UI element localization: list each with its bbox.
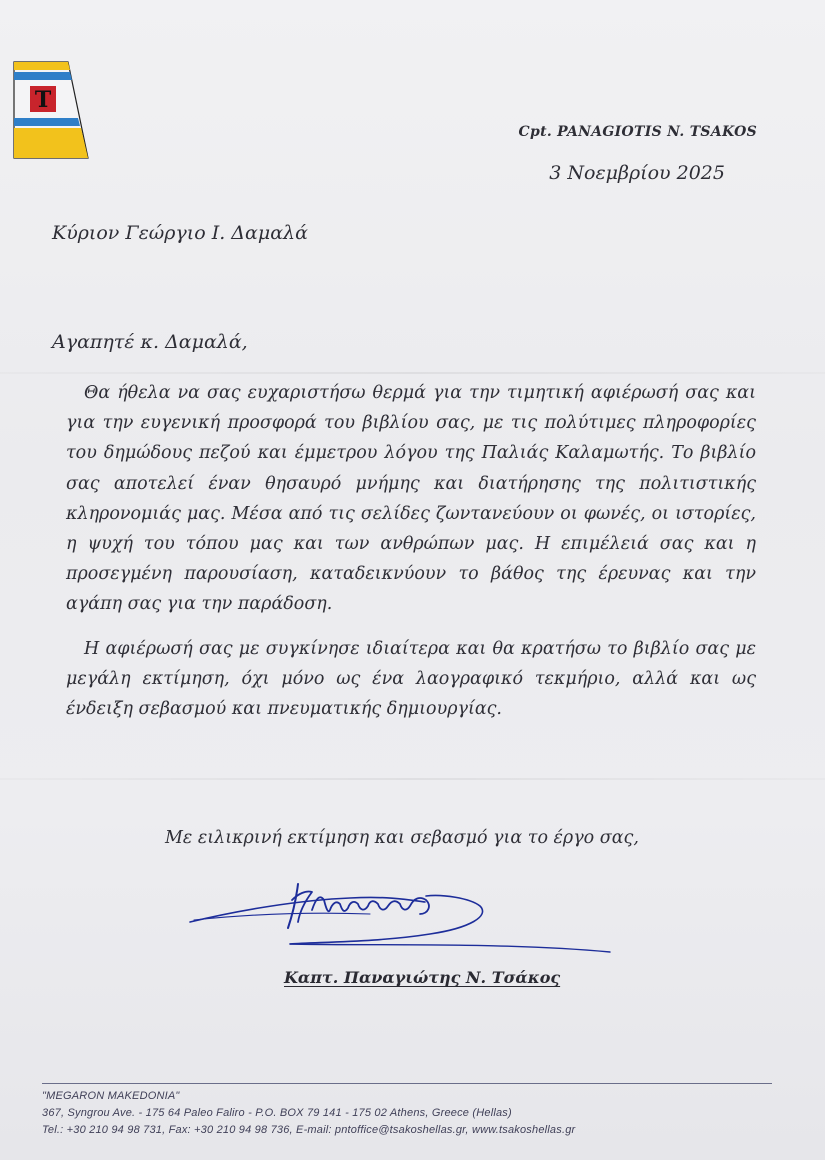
addressee: Κύριον Γεώργιο Ι. Δαμαλά [52,222,308,244]
footer-divider [42,1083,772,1084]
letterhead-footer [42,1088,802,1139]
handwritten-signature [180,870,630,970]
footer-building: "MEGARON MAKEDONIA" [42,1090,180,1102]
letter-body [66,378,756,738]
body-paragraph: Η αφιέρωσή σας με συγκίνησε ιδιαίτερα και θα κρατήσω το βιβλίο σας με μεγάλη εκτίμηση, όχι μόνο ως ένα λαογραφικό τεκμήριο, αλλά και ως ένδειξη σεβασμού και πνευματικής δημιουργίας. [66,638,756,720]
letter-date: 3 Νοεμβρίου 2025 [549,162,725,184]
footer-address: 367, Syngrou Ave. - 175 64 Paleo Faliro - P.O. BOX 79 141 - 175 02 Athens, Greece (Hellas) [42,1107,512,1119]
body-paragraph: Θα ήθελα να σας ευχαριστήσω θερμά για την τιμητική αφιέρωσή σας και για την ευγενική προσφορά του βιβλίου σας, με τις πολύτιμες πληροφορίες του δημώδους πεζού και έμμετρου λόγου της Παλιάς Καλαμωτής. Το βιβλίο σας αποτελεί έναν θησαυρό μνήμης και διατήρησης της πολιτιστικής κληρονομιάς μας. Μέσα από τις σελίδες ζωντανεύουν οι φωνές, οι ιστορίες, η ψυχή του τόπου μας και των ανθρώπων μας. Η επιμέλειά σας και η προσεγμένη παρουσίαση, καταδεικνύουν το βάθος της έρευνας και την αγάπη σας για την παράδοση. [66,383,756,615]
salutation: Αγαπητέ κ. Δαμαλά, [52,331,248,353]
tsakos-logo [10,60,90,160]
logo-letter: T [34,87,52,113]
paper-fold [0,778,825,780]
closing-line: Με ειλικρινή εκτίμηση και σεβασμό για το έργο σας, [165,828,639,848]
paper-fold [0,372,825,374]
footer-contact: Tel.: +30 210 94 98 731, Fax: +30 210 94 98 736, E-mail: pntoffice@tsakoshellas.gr, www.tsakoshellas.gr [42,1124,576,1136]
signer-name: Καπτ. Παναγιώτης Ν. Τσάκος [284,968,561,987]
sender-name: Cpt. PANAGIOTIS N. TSAKOS [518,124,757,140]
